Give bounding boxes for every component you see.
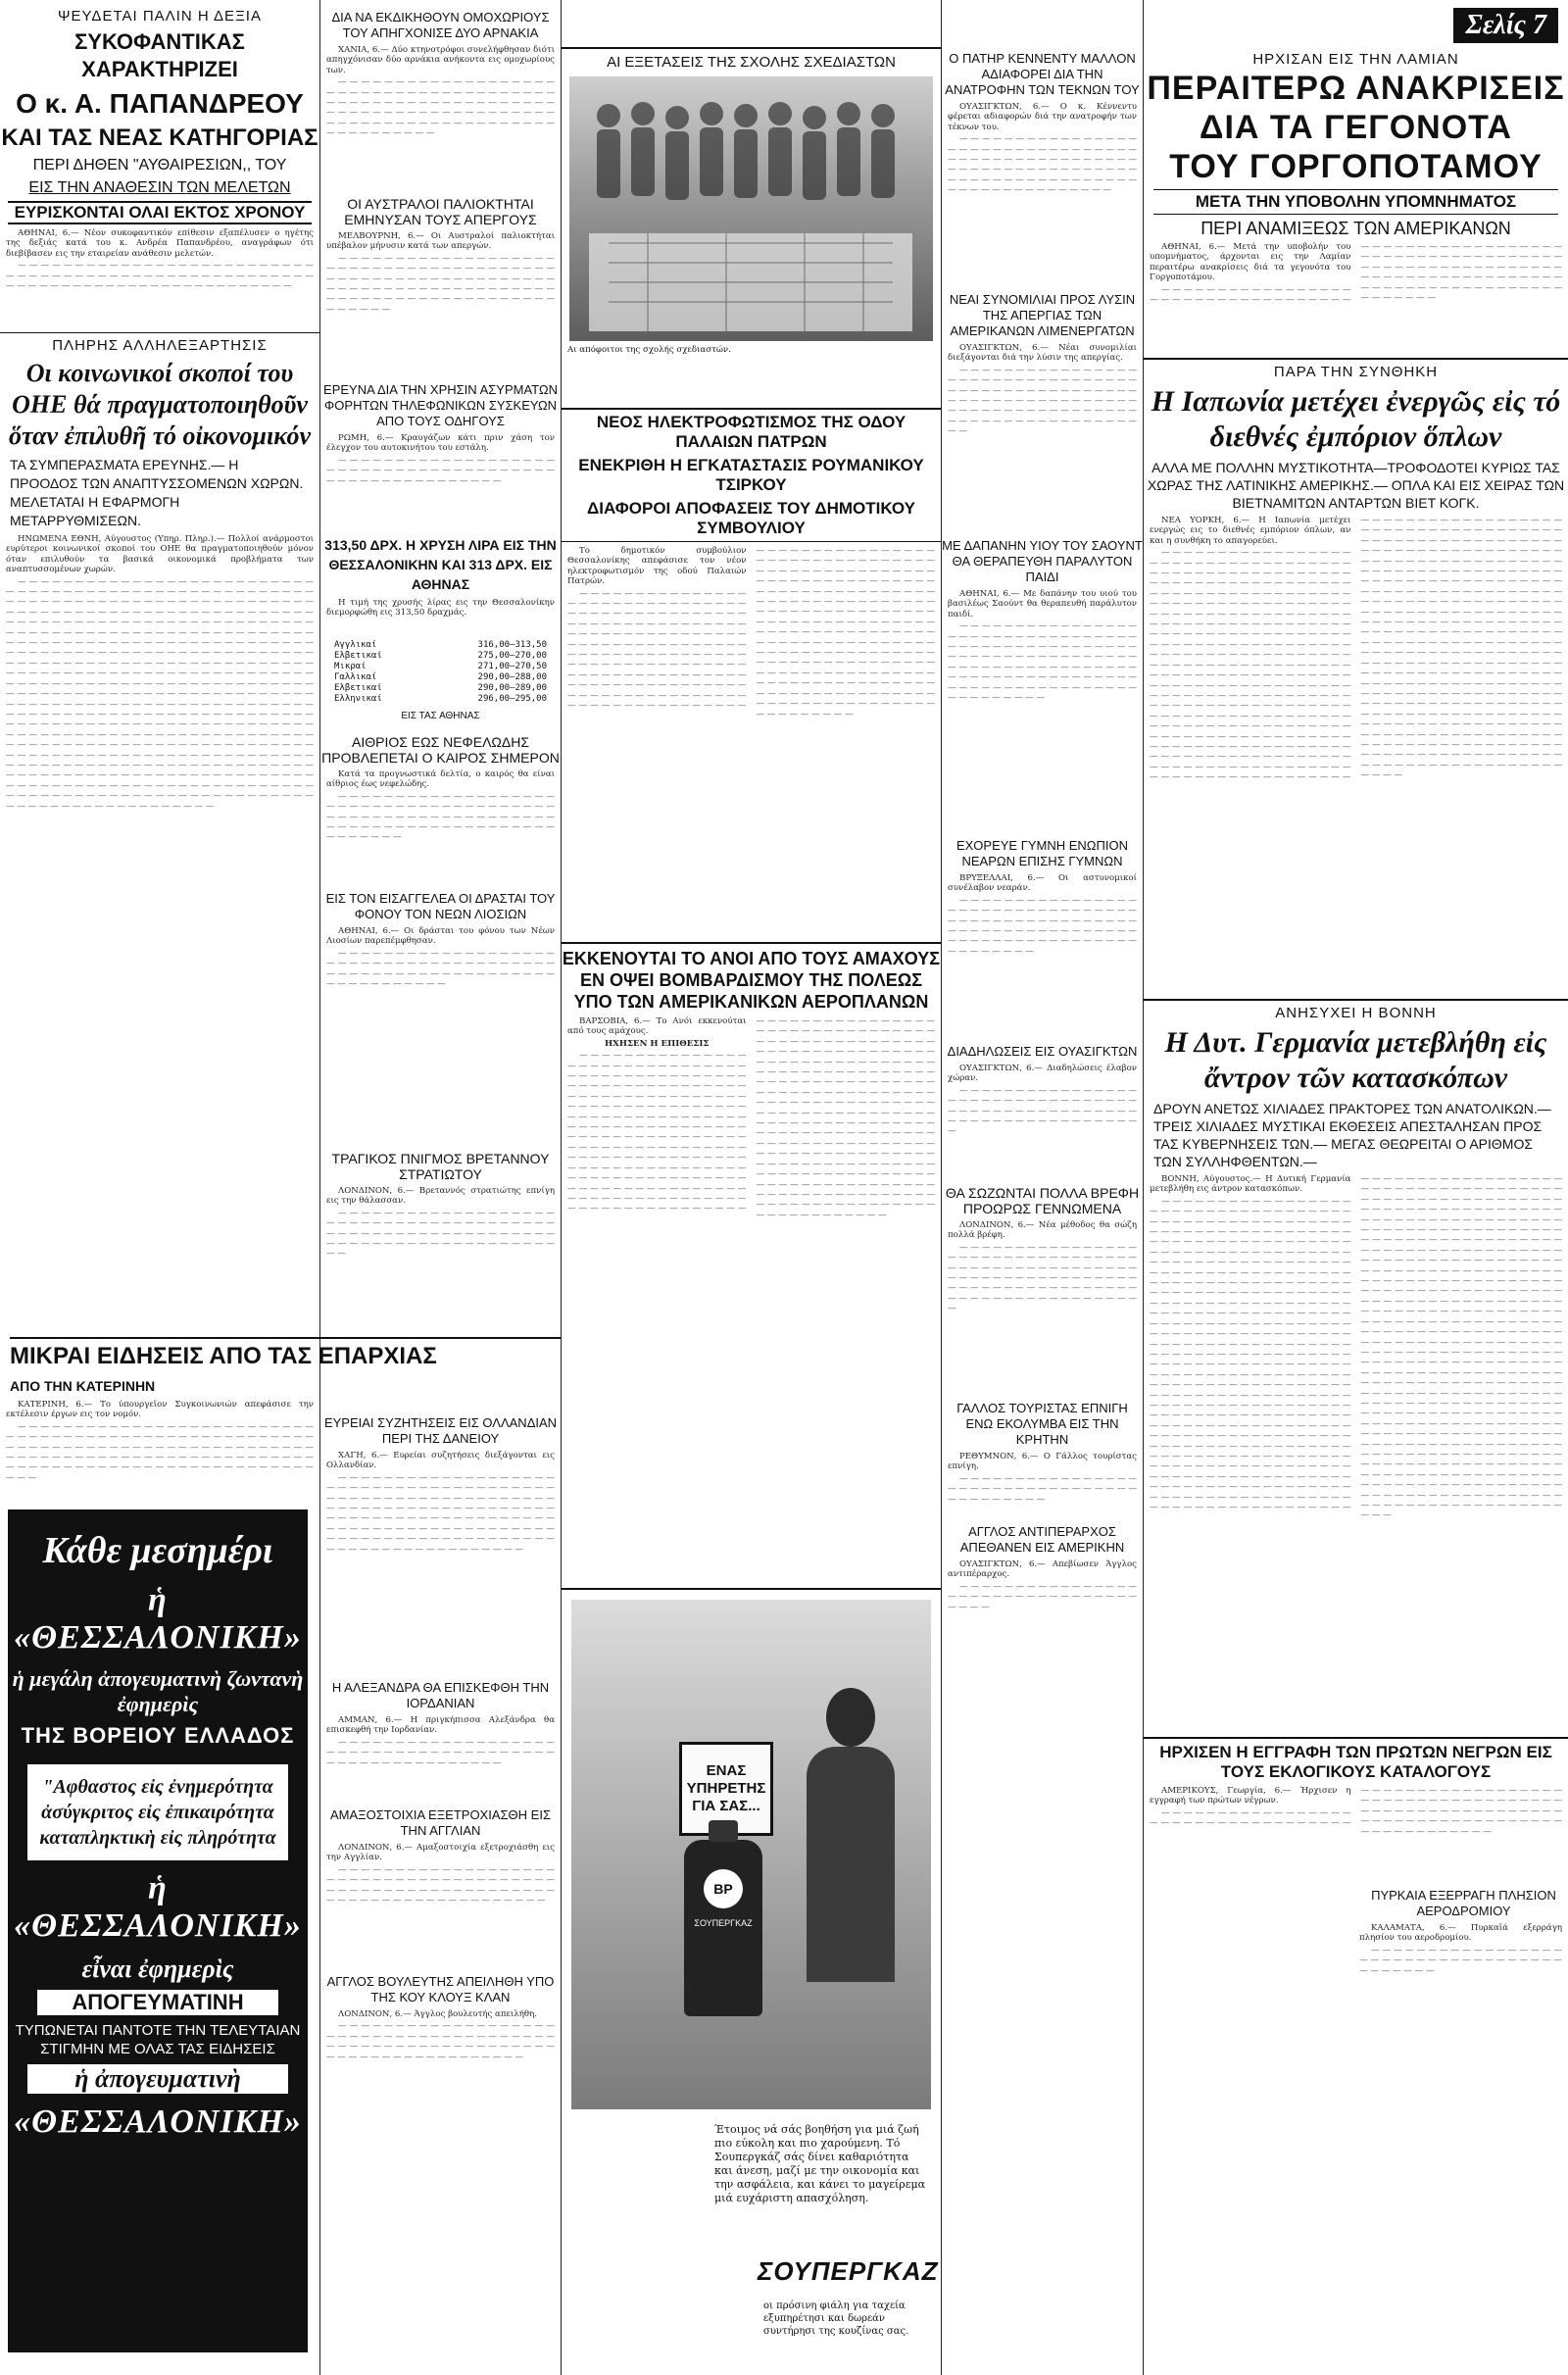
article-body [948,1064,1137,1181]
kicker: ΠΑΡΑ ΤΗΝ ΣΥΝΘΗΚΗ [1144,358,1568,380]
kicker: ΠΥΡΚΑΙΑ ΕΞΕΡΡΑΓΗ ΠΛΗΣΙΟΝ ΑΕΡΟΔΡΟΜΙΟΥ [1371,1888,1556,1918]
newspaper-advertisement [8,1509,308,2352]
subheadline: ΤΑ ΣΥΜΠΕΡΑΣΜΑΤΑ ΕΡΕΥΝΗΣ.— Η ΠΡΟΟΔΟΣ ΤΩΝ ΑΝΑΠΤΥΣΣΟΜΕΝΩΝ ΧΩΡΩΝ. ΜΕΛΕΤΑΤΑΙ Η ΕΦΑΡΜΟΓΗ ΜΕΤΑΡΡΥΘΜΙΣΕΩΝ. [10,457,304,528]
paragraph: — — — — — — — — — — — — — — — — — — — — — — — — — — — — — — — — — — — — — [948,1581,1137,1612]
paragraph: ΧΑΓΗ, 6.— Ευρείαι συζητήσεις διεξάγονται εις Ολλανδίαν. [326,1451,555,1471]
paragraph: ΟΥΑΣΙΓΚΤΩΝ, 6.— Ο κ. Κέννεντυ φέρεται αδιαφορών διά την ανατροφήν των τέκνων του. [948,102,1137,132]
paragraph: ΜΕΛΒΟΥΡΝΗ, 6.— Οι Αυστραλοί παλιοκτήται υπέβαλον μήνυσιν κατά των απεργών. [326,231,555,252]
paragraph: — — — — — — — — — — — — — — — — — — — — — — — — — — — — — — — — — — — — — — — — — — — — — — — — — — — — — — — — — — — — — — — — — — — — — — — — — — — — — — — — — — — — — — — — — — — — — — — — — — — — — — — — — — — — — — — — — — — — — — — — — — — — — — — — — — — — — — — — — [6,1421,314,1483]
paragraph: ΛΟΝΔΙΝΟΝ, 6.— Βρεταννός στρατιώτης επνίγη εις την θάλασσαν. [326,1186,555,1207]
headline: ΤΟΥ ΓΟΡΓΟΠΟΤΑΜΟΥ [1169,148,1543,185]
article-body [6,1400,314,1512]
kicker: ΠΛΗΡΗΣ ΑΛΛΗΛΕΞΑΡΤΗΣΙΣ [0,332,319,354]
rate-value: 275,00—270,00 [477,651,547,661]
column-4 [942,0,1143,1621]
supergaz-advertisement [562,1588,941,2372]
kicker: ΑΜΑΞΟΣΤΟΙΧΙΑ ΕΞΕΤΡΟΧΙΑΣΘΗ ΕΙΣ ΤΗΝ ΑΓΓΛΙΑΝ [330,1807,551,1838]
ad-text: ΤΥΠΩΝΕΤΑΙ ΠΑΝΤΟΤΕ ΤΗΝ ΤΕΛΕΥΤΑΙΑΝ ΣΤΙΓΜΗΝ ΜΕ ΟΛΑΣ ΤΑΣ ΕΙΔΗΣΕΙΣ [15,2022,301,2057]
kicker: ΕΧΟΡΕΥΕ ΓΥΜΝΗ ΕΝΩΠΙΟΝ ΝΕΑΡΩΝ ΕΠΙΣΗΣ ΓΥΜΝΩΝ [956,838,1129,868]
paragraph: — — — — — — — — — — — — — — — — — — — — — — — — — — — — — — — — — — — — — — — — — — — — — — — — — — — — — — — — — — — — — — — — — — — — — — — — — — — — — — — — — — — — — — — — — — — — — — — — — — — — — — — — — — — — — — — — — — — — — — — — — — — — — — — [948,621,1137,704]
kicker: ΜΕ ΔΑΠΑΝΗΝ ΥΙΟΥ ΤΟΥ ΣΑΟΥΝΤ ΘΑ ΘΕΡΑΠΕΥΘΗ ΠΑΡΑΛΥΤΟΝ ΠΑΙΔΙ [942,538,1143,584]
cylinder-valve [709,1820,738,1842]
headline: ΚΑΙ ΤΑΣ ΝΕΑΣ ΚΑΤΗΓΟΡΙΑΣ [1,124,318,151]
article-body [1150,1786,1562,1884]
article-body [1150,242,1562,350]
gold-rates-table [334,640,547,705]
paragraph: ΡΩΜΗ, 6.— Κραυγάζων κάτι πριν χάση τον έλεγχον του αυτοκινήτου του εστάλη. [326,433,555,454]
ad-photo [571,1600,931,2109]
subheadline: ΠΕΡΙ ΔΗΘΕΝ "ΑΥΘΑΙΡΕΣΙΩΝ,, ΤΟΥ [32,157,287,173]
rate-label: Ελβετικαί [334,651,382,661]
article-body [948,1559,1137,1618]
headline: ΝΕΟΣ ΗΛΕΚΤΡΟΦΩΤΙΣΜΟΣ ΤΗΣ ΟΔΟΥ ΠΑΛΑΙΩΝ ΠΑΤΡΩΝ [562,408,941,452]
page-number-badge: Σελίς 7 [1453,8,1558,43]
paragraph: — — — — — — — — — — — — — — — — — — — — — — — — — — — — — — — — — — — — — — — — — — — — — — — — — — — — — — — — — — — — — — — — — — — — — — — — — — — — — — — — — — — — — — — — — — — — — — — — — — — — — — — — — — — — — — — — — — — — — — — — — — — — — — — — — — — — — — — — — — — — — — — — — — — — — — — — — — — — — — — — — — — — — — — — — — — — — — — — — — — — — — — — — — — — — — — — — — — — — — — — — — — — — — — — — — — — — — — — — — — — — — — — — — — — — — — — — — — — — — — — — — — — — — — — — — — — — — — — — — — — — — — — — — — — — — — — — — — — — — — — — — — — — — — — — — — — — — — — — — — — — — — — — — — — — — — — — — — — — — — — — — — — — — — — — — — — — — — — — — — — — — — — — — — — — — — — — — — — — — — — — — — — — — — — — — — — — — — — — — — — — — — — — — — — — — — — — — — — — — — — — — — — — — — — — — — — — — — — — — — — — — — — — — — — — — — — — — — — — — — — — — — — — — — — — — — — — — — — — — — — — — — — — — — — — — — — — — — — — — — — — — — — — — — — — — — — — — — — — — — — — — — — — — — — — — — — — — — — — — — — — — — — — — — — — — — — — — — — — — — — — — — — — — — — — — — — — — — — — — — — — — — — — — — — — — — — — — — — — — — — — — — — — — — — — — — — — — — — — — — — — — — — — — — — — — — — — — — — — — — — — — — — — — — — — — — — — — — — — — — — — — — — — — — — — — — — — — — — — — — — — — — — — — — — — — — — — — — — — — — — — — — — — — — — — — — — — — — — — — — — — — — — — — — — — — — — — — — — — — — — — — — — — — — — — — — — — — — — — — — — — — — — — — — — — — — — — — — — — — — — — — — — — — — — — — — — — — — — — — — — — — — — — — — — — — — — — — — — — — — — — — — — — — — — — — — — — — — — — — — — — — — — — — — — — — — — — — — — — — — — — — — — — — — — — — — — — — — — — — — — — — — — — — — [1150,516,1562,783]
rate-value: 290,00—289,00 [477,683,547,693]
paragraph: — — — — — — — — — — — — — — — — — — — — — — — — — — — — — — — — — — — — — — — — — — — — — — — — — — — — — — — — — — — — — — — — — — — — — — — — — — — — — — — — — — — — — — — — — — — — — — — — — — — — — — — — — [326,253,555,315]
kicker: ΓΑΛΛΟΣ ΤΟΥΡΙΣΤΑΣ ΕΠΝΙΓΗ ΕΝΩ ΕΚΟΛΥΜΒΑ ΕΙΣ ΤΗΝ ΚΡΗΤΗΝ [956,1401,1128,1447]
body [807,1747,895,1982]
paragraph: ΚΑΛΑΜΑΤΑ, 6.— Πυρκαϊά εξερράγη πλησίον του αεροδρομίου. [1359,1923,1562,1944]
article-body [1150,516,1562,991]
headline: Ο κ. Α. ΠΑΠΑΝΔΡΕΟΥ [16,88,304,119]
rate-label: Ελβετικαί [334,683,382,693]
subheadline: ΜΕΤΑ ΤΗΝ ΥΠΟΒΟΛΗΝ ΥΠΟΜΝΗΜΑΤΟΣ [1153,189,1558,215]
article-body [326,45,555,192]
subheadline: ΕΙΣ ΤΗΝ ΑΝΑΘΕΣΙΝ ΤΩΝ ΜΕΛΕΤΩΝ [28,179,291,196]
article-body [948,873,1137,1040]
subheadline: ΑΛΛΑ ΜΕ ΠΟΛΛΗΝ ΜΥΣΤΙΚΟΤΗΤΑ—ΤΡΟΦΟΔΟΤΕΙ ΚΥΡΙΩΣ ΤΑΣ ΧΩΡΑΣ ΤΗΣ ΛΑΤΙΝΙΚΗΣ ΑΜΕΡΙΚΗΣ.— ΟΠΛΑ ΚΑΙ ΕΙΣ ΧΕΙΡΑΣ ΤΩΝ ΒΙΕΤΝΑΜΙΤΩΝ ΑΝΤΑΡΤΩΝ ΒΙΕΤ ΚΟΓΚ. [1147,460,1565,511]
article-body [567,1016,935,1477]
paragraph: Κατά τα προγνωστικά δελτία, ο καιρός θα είναι αίθριος έως νεφελώδης. [326,769,555,790]
paragraph: ΗΧΗΣΕΝ Η ΕΠΙΘΕΣΙΣ [605,1038,710,1049]
rate-row [334,672,547,683]
kicker: Ο ΠΑΤΗΡ ΚΕΝΝΕΝΤΥ ΜΑΛΛΟΝ ΑΔΙΑΦΟΡΕΙ ΔΙΑ ΤΗΝ ΑΝΑΤΡΟΦΗΝ ΤΩΝ ΤΕΚΝΩΝ ΤΟΥ [945,51,1140,97]
paragraph: ΑΜΕΡΙΚΟΥΣ, Γεωργία, 6.— Ήρχισεν η εγγραφή των πρώτων νέγρων. [1150,1786,1351,1806]
paragraph: — — — — — — — — — — — — — — — — — — — — — — — — — — — — — — — — — — — — — — — — — — — — — — — — — — — — — — — — — — — — — — — — — — — — — — — — — — — — — — — — — — — — — — — — — — — — — — — — — — — — — — — — — — — — — [326,77,555,139]
paragraph: — — — — — — — — — — — — — — — — — — — — — — — — — — — — — — — — — — — — — — — — — — — — — — — — — — — — — — — — — — — — — — — — — — — — — — — — — — — — — — — — — — — — — — — — — — — — — — — — — — — [948,134,1137,196]
ad-sign-text: ΕΝΑΣ ΥΠΗΡΕΤΗΣ ΓΙΑ ΣΑΣ... [686,1762,766,1814]
article-body [567,546,935,938]
headline: Η Ιαπωνία μετέχει ἐνεργῶς εἰς τό διεθνές ἐμπόριον ὅπλων [1151,385,1561,453]
kicker: ΑΝΗΣΥΧΕΙ Η ΒΟΝΝΗ [1144,999,1568,1021]
rate-row [334,694,547,705]
article-body [326,926,555,1034]
rate-label: Ελληνικαί [334,694,382,704]
paragraph: — — — — — — — — — — — — — — — — — — — — — — — — — — — — — — — — — — — — — — — — — — — — — — — — — — — — — — — — — — — — — — — — — — — — — — — — — — — — — [326,2021,555,2062]
headline: ΔΙΑΦΟΡΟΙ ΑΠΟΦΑΣΕΙΣ ΤΟΥ ΔΗΜΟΤΙΚΟΥ ΣΥΜΒΟΥΛΙΟΥ [562,499,941,542]
rate-row [334,651,547,662]
kicker: ΟΙ ΑΥΣΤΡΑΛΟΙ ΠΑΛΙΟΚΤΗΤΑΙ ΕΜΗΝΥΣΑΝ ΤΟΥΣ ΑΠΕΡΓΟΥΣ [344,196,537,227]
paragraph: ΟΥΑΣΙΓΚΤΩΝ, 6.— Νέαι συνομιλίαι διεξάγονται διά την λύσιν της απεργίας. [948,343,1137,364]
paragraph: ΗΝΩΜΕΝΑ ΕΘΝΗ, Αύγουστος (Υπηρ. Πληρ.).— Πολλοί ανάρμοστοι ευρύτεροι κοινωνικοί σκοποί του ΟΗΕ θα πραγματοποιηθούν μόνον όταν επιλυθούν τα βασικά οικονομικά προβλήματα των αναπτυσσομένων χωρών. [6,534,314,575]
paragraph: ΟΥΑΣΙΓΚΤΩΝ, 6.— Διαδηλώσεις έλαβον χώραν. [948,1064,1137,1084]
paragraph: — — — — — — — — — — — — — — — — — — — — — — — — — — — — — — — — — — — — — — — — — — — — — — — — — — — — — — — — — — — — — — — — — — — — — — [326,948,555,990]
paragraph: — — — — — — — — — — — — — — — — — — — — — — — — — — — — — — — — — — — — — — — — — — — — — — — — — — — — — — — — — — — — — — — — — — — — — — — — — — — — — — — — — — — — — — — — — — — — — — — — — — — — — — — — — — — — — — — — — — — — — — — — — — — — — — — — — — — — — — — — — — — — — — — — — — — — — — — — — — — — — — — — — — — — — — — — — — — — — — — — — — — — — — — — — — — — — — — — — — — — — — — — — — — — — — — — — — — — — — — — — — — — — — — — — — — — — — — — — — — — — — — — — — — — — — — — — — — — — — — — — — — — — — — — — — — — — — — — — — — — — — — — — — — — — — — — — — — — — — — — — — — — — — — — — — — — — — — — — — — — — — — — — — — — — — — — — — — — — — — — — — — — — — — — — — — — — — — — — — — — — — — — — — — — — — — — — — — — — — — — — — — — — — — — — — — — — — — — — — — — — — — — — — — — — — — — — — — — — — — — — — — — — — — — — — — — — — — — — — — — — — — — — — — — — — — — — — — — — — — — — — — — — — — — — — — — — — — — — — — — — — — — — — — — — — — — — — — — — — — — — — — — — — — — — — — — — — — — — — — — — — — — — — — — — — — — — — — — — — — — — — — — — — — — — — — — — — — — — — — — — — — — — — — — — — — — — — — — — — — — — — — — — — — — — — — — — — — — — — — — — — — — — — — — — — — — — — — — [6,576,314,812]
article-body [1150,1174,1562,1733]
paragraph: — — — — — — — — — — — — — — — — — — — — — — — — — — — — — — — — — — — — — — — — — — [1359,1945,1562,1976]
article-body [6,534,314,1220]
kicker: ΕΡΕΥΝΑ ΔΙΑ ΤΗΝ ΧΡΗΣΙΝ ΑΣΥΡΜΑΤΩΝ ΦΟΡΗΤΩΝ ΤΗΛΕΦΩΝΙΚΩΝ ΣΥΣΚΕΥΩΝ ΑΠΟ ΤΟΥΣ ΟΔΗΓΟΥΣ [323,382,558,428]
provinces-body [0,1372,319,1515]
subheadline: ΑΠΟ ΤΗΝ ΚΑΤΕΡΙΝΗΝ [10,1378,156,1394]
kicker: ΔΙΑΔΗΛΩΣΕΙΣ ΕΙΣ ΟΥΑΣΙΓΚΤΩΝ [947,1044,1138,1059]
group-photo-illustration [569,76,933,341]
kicker: ΘΑ ΣΩΖΩΝΤΑΙ ΠΟΛΛΑ ΒΡΕΦΗ ΠΡΟΩΡΩΣ ΓΕΝΝΩΜΕΝΑ [945,1185,1140,1216]
paragraph: — — — — — — — — — — — — — — — — — — — — — — — — — — — — — — — — — — — — — — — — — — — — — — — — — — — — — — — — — — — — — — — — — — — — — — — — — — — — — — — — — — — — — — — — — — — — — — — — — — — — — — — — — — — — — — — — — — — — — — — — — — — — — — — — — — — — [1150,242,1562,306]
kicker: ΕΥΡΕΙΑΙ ΣΥΖΗΤΗΣΕΙΣ ΕΙΣ ΟΛΛΑΝΔΙΑΝ ΠΕΡΙ ΤΗΣ ΔΑΝΕΙΟΥ [323,1415,558,1446]
kicker: 313,50 ΔΡΧ. Η ΧΡΥΣΗ ΛΙΡΑ ΕΙΣ ΤΗΝ ΘΕΣΣΑΛΟΝΙΚΗΝ ΚΑΙ 313 ΔΡΧ. ΕΙΣ ΑΘΗΝΑΣ [324,537,557,592]
paragraph: — — — — — — — — — — — — — — — — — — — — — — — — — — — — — — — — — — — — — — — — — — — — — — — — — — — — — — — — — — — — — — — — — — — — — — — — — — — — — — — — — — — — — — — — — — — — — — — — — — — — — — — — — — — — — — — — — — — — — — — [1150,1786,1562,1837]
ad-text: Κάθε μεσημέρι [42,1530,273,1571]
paragraph: ΒΟΝΝΗ, Αύγουστος.— Η Δυτική Γερμανία μετεβλήθη εις άντρον κατασκόπων. [1150,1174,1351,1195]
ad-text: "Αφθαστος εἰς ἐνημερότητα ἀσύγκριτος εἰς ἐπικαιρότητα καταπληκτικὴ εἰς πληρότητα [27,1764,288,1860]
photo-caption: Αι απόφοιτοι της σχολής σχεδιαστών. [567,345,731,355]
paragraph: ΑΘΗΝΑΙ, 6.— Οι δράσται του φόνου των Νέων Λιοσίων παρεπέμφθησαν. [326,926,555,947]
paragraph: Το δημοτικόν συμβούλιον Θεσσαλονίκης απεφάσισε τον νέον ηλεκτροφωτισμόν της οδού Παλαιών Πατρών. [567,546,747,587]
ad-text: ἡ «ΘΕΣΣΑΛΟΝΙΚΗ» [14,1870,302,1944]
woman-figure [802,1688,900,1982]
kicker: ΑΙ ΕΞΕΤΑΣΕΙΣ ΤΗΣ ΣΧΟΛΗΣ ΣΧΕΔΙΑΣΤΩΝ [562,47,941,73]
kicker: ΑΙΘΡΙΟΣ ΕΩΣ ΝΕΦΕΛΩΔΗΣ ΠΡΟΒΛΕΠΕΤΑΙ Ο ΚΑΙΡΟΣ ΣΗΜΕΡΟΝ [321,734,560,766]
ad-text: ἡ «ΘΕΣΣΑΛΟΝΙΚΗ» [14,1582,302,1656]
paragraph: — — — — — — — — — — — — — — — — — — — — — — — — — — — — — — — — — — — — — — — — — — — — — — — — — — — — — — — — — — — — — — — — — — — — — — — — — — — — — — — — — [326,1208,555,1260]
column-2 [320,0,561,1037]
headline: Οι κοινωνικοί σκοποί του ΟΗΕ θά πραγματοποιηθοῦν ὅταν ἐπιλυθῆ τό οἰκονομικόν [8,359,312,450]
headline: ΕΚΚΕΝΟΥΤΑΙ ΤΟ ΑΝΟΙ ΑΠΟ ΤΟΥΣ ΑΜΑΧΟΥΣ ΕΝ ΟΨΕΙ ΒΟΜΒΑΡΔΙΣΜΟΥ ΤΗΣ ΠΟΛΕΩΣ ΥΠΟ ΤΩΝ ΑΜΕΡΙΚΑΝΙΚΩΝ ΑΕΡΟΠΛΑΝΩΝ [562,942,941,1013]
paragraph: — — — — — — — — — — — — — — — — — — — — — — — — — — — — — — — — — — — — — — — — — — — — — — — — — — — — — — — — — — — — — — — — — — — — — — — — — — — — — — — [6,261,314,292]
cylinder-label: ΣΟΥΠΕΡΓΚΑΖ [694,1918,753,1928]
kicker: ΗΡΧΙΣΑΝ ΕΙΣ ΤΗΝ ΛΑΜΙΑΝ [1252,51,1459,68]
paragraph: ΒΡΥΞΕΛΛΑΙ, 6.— Οι αστυνομικοί συνέλαβον νεαράν. [948,873,1137,894]
article-body [326,1843,555,1970]
headline: ΕΝΕΚΡΙΘΗ Η ΕΓΚΑΤΑΣΤΑΣΙΣ ΡΟΥΜΑΝΙΚΟΥ ΤΣΙΡΚΟΥ [578,456,924,494]
bp-logo-icon: BP [704,1869,743,1908]
masthead-row [1144,8,1558,43]
paragraph: — — — — — — — — — — — — — — — — — — — — — — — — — — — — — — — — — — — — — — — — — — — — — — — — — — — — — — — — — — — — — — — — — — — — — — — — — — — — — — — — — — — — — — — — — — — — — — — — — — — — — — — — — — — — — — — — — — — — — — — — — — — — — — — — — — — — — — — — — — — — — — — — — — — — — — — — — — — — — — — — — — — — — — — — — — — — — — — — — — — — — — — — — — — — — — — — — — — — — — — — — — — — — — — — — — — — — — — — — — — — — — — — — — — — — — — — — — — — — — — — — — — — — — — — — — — — — — — — — — — — — — — — — — — — — — — — — — — — — — — — — — — — — — — — — — — — — — — — — — — — — — — — — — — — — — — — — — — — — — — — — — — — — — — — — — — — — — — — — — — — — — — — — — — — — — — — — — — — — — — — — — — — — — — — — — — — — — — — — — — — — — — — — — — — — — — — — — — — — — — — — — — — — — — — — — — — — — — — — — — — — — — — — — — — — — — — — — — — — — — — — — — — — — — — — — — — — — — — — — — — — — — — — — — — — — — — — — — — — — — — — — — — — — — — — — — — — — — — — — — — — — — — — — — — — — — — — — — — — — — — — — — — — — — — — — — — — — — — — — — — — — — — — — — — — — — — — — — — — — — — — — — — — — — — — — — — — — — — — — — — — — — — — — — — — — — — — — — — — — — — — — — — — — — — — — — — — — — — — — — — — — — — — — — — — — — — — — — — — — — — — — — — — — — — — — — — — — — — — — — — — — — — — — — — — — — — — — — — — — — — — — — — — — — — — — — — — — — — — — — — — — — — — — — — — — — — — — — — — — — — — — — — — — — — — — — — — — — — — — — — — — — — — — — — — — — — — — — — — — — — — — — — — — — — — — — — — — — — — — — — — — — — — — — — — — — — — — — — — — — — — — — — — — — — — — — — — — — — — — — — — — — — — — — — — — — — — — — — — — — — — — — — — — — — — — — — — — — — — — — — — — — — — — — — — — — — — — — — — — — — — — — — — — — — — — — — — — — — — — — — — — — — — — — — — — — — — — — — — — — — — — — — — — — — — — — — — — — — — — — — — — — — — — — — — — — — — — — — — — — — — — — — — — — — — — — — — — — — — — — — — — — — — — — — — — — — — — — — — — — — — — — — — — — — — — — — — — — — — — — — — — — — — — — — — — — — — — — — — — — — — — — — — — — — — — — — — — — — — — — — — — — — — — — — — — — — — — — — — — — — — — — — — — — — — — — — — — — — — — — — — — — — — — — — — — — — — — — — — — — — — — — — — — — — — — — — — — — — — — — — — — — — — — — — — — — — — — [1150,1174,1562,1521]
headline: ΗΡΧΙΣΕΝ Η ΕΓΓΡΑΦΗ ΤΩΝ ΠΡΩΤΩΝ ΝΕΓΡΩΝ ΕΙΣ ΤΟΥΣ ΕΚΛΟΓΙΚΟΥΣ ΚΑΤΑΛΟΓΟΥΣ [1144,1737,1568,1782]
paragraph: ΧΑΝΙΑ, 6.— Δύο κτηνοτρόφοι συνελήφθησαν διότι απηγχόνισαν δύο αρνάκια ανήκοντα εις ομοχωρίους των. [326,45,555,75]
rate-label: Αγγλικαί [334,640,377,650]
article-body [1359,1923,1562,1982]
paragraph: — — — — — — — — — — — — — — — — — — — — — — — — — — — — — — — — — — — — — — — — — — — — — — — — — — — — — — — — — — — — — — — — — — — — — — — — — — — — — — — — — — — — — — — — — — — — — — — — — — — — — — [948,1242,1137,1314]
kicker: Η ΑΛΕΞΑΝΔΡΑ ΘΑ ΕΠΙΣΚΕΦΘΗ ΤΗΝ ΙΟΡΔΑΝΙΑΝ [331,1680,550,1710]
paragraph: ΑΘΗΝΑΙ, 6.— Μετά την υποβολήν του υπομνήματος, άρχονται εις την Λαμίαν περαιτέρω ανακρίσεις διά τα γεγονότα του Γοργοποτάμου. [1150,242,1351,283]
rate-value: 296,00—295,00 [477,694,547,704]
rate-row [334,662,547,672]
headline: ΠΕΡΑΙΤΕΡΩ ΑΝΑΚΡΙΣΕΙΣ [1147,70,1565,107]
article-body [948,589,1137,834]
ad-text: ΤΗΣ ΒΟΡΕΙΟΥ ΕΛΛΑΔΟΣ [21,1723,295,1748]
rate-label: Γαλλικαί [334,672,377,682]
article-body [326,2009,555,2127]
paragraph: — — — — — — — — — — — — — — — — — — — — — — — — — — — — — — — — — — — — — — — — — — — — — — — — — — — — — — — [326,1737,555,1768]
paragraph: — — — — — — — — — — — — — — — — — — — — — — — — — — — — — — — — — — — — — — — — — — — — — — — — — — — — — — — [326,455,555,486]
rate-value: 316,00—313,50 [477,640,547,650]
paragraph: — — — — — — — — — — — — — — — — — — — — — — — — — — — — — — — — — — — — — — — — — — — — — — — — — — — — — — — — — — — — — — — — — — — — — — — — — — — — — — — — — — — — — — — — — — — — — — — — — — — — — — — [948,365,1137,437]
paragraph: — — — — — — — — — — — — — — — — — — — — — — — — — — — — — — — — — — — — — — — — — — — — — — — — — — — — — — — — — — — — — — — — — — — — — — — — — — — — — — — — — — — — — — — — — — — — — — — — — — — — — — — — — — — — — — — — — — — — — — — — — — — — — — — — — — — — — — — — — — — — — — — — — — — — — — — — — — — — — — — — — — — — — — — — — — — — — — — — — — — — — — — — — — — — — — — — — — — — — — — — — — — — — — — — — — — — — — — — — — — — — — — — — — — — — — — — — — — — — — — — — — — — — — — — — — — — — — — — — — — — — — — — — — — — — — — — — — — — — — — — — — — — — — — — — — — — — — — — — — — — — — — — — — — — — — — — — — — — — — — — — — — — — — — — — — — — — — — — — — — — — — — — — — — — — — — — — — — — — — — — — — — — — — — — — — — — — — — — — — — — — — — — — — — — — — — — — — — — — — — — — — — — — — — — — — — — — — — — — — — — — — — — — — — — — — — — — — — — — — — — — — — — — — — — — — — — — — — — — — — — — — — — — — — — — — — — — — — — — — — — — — — — — — — — — — — — — — — — — — — — — — — — — — — — — — — — — — — — — — — — — — — — — — — — — — — — — — — — — — — — — — — — — — — — — — — — — — — — — — — — — — — — — — — — — — — [567,1016,935,1220]
article-body [326,1186,555,1313]
headline: ΣΥΚΟΦΑΝΤΙΚΑΣ ΧΑΡΑΚΤΗΡΙΖΕΙ [74,29,245,81]
paragraph: — — — — — — — — — — — — — — — — — — — — — — — — — — — — — — — — — — — — — — — — — — — — — — — — — — — — — — — — — — — — — — — — — — — — [948,1085,1137,1137]
subheadline: ΔΡΟΥΝ ΑΝΕΤΩΣ ΧΙΛΙΑΔΕΣ ΠΡΑΚΤΟΡΕΣ ΤΩΝ ΑΝΑΤΟΛΙΚΩΝ.— ΤΡΕΙΣ ΧΙΛΙΑΔΕΣ ΜΥΣΤΙΚΑΙ ΕΚΘΕΣΕΙΣ ΑΠΕΣΤΑΛΗΣΑΝ ΠΡΟΣ ΤΑΣ ΚΥΒΕΡΝΗΣΕΙΣ ΤΩΝ.— ΜΕΓΑΣ ΘΕΩΡΕΙΤΑΙ Ο ΑΡΙΘΜΟΣ ΤΩΝ ΣΥΛΛΗΦΘΕΝΤΩΝ.— [1153,1101,1551,1169]
gas-cylinder-icon [684,1840,762,2016]
news-photo [569,76,933,341]
article-body [948,1452,1137,1520]
kicker: ΕΙΣ ΤΟΝ ΕΙΣΑΓΓΕΛΕΑ ΟΙ ΔΡΑΣΤΑΙ ΤΟΥ ΦΟΝΟΥ ΤΟΝ ΝΕΩΝ ΛΙΟΣΙΩΝ [325,891,556,921]
article-body [326,1715,555,1804]
ad-text: εἶναι ἐφημερὶς [81,1954,234,1983]
headline: ΔΙΑ ΤΑ ΓΕΓΟΝΟΤΑ [1200,109,1512,146]
column-5 [1144,0,1568,1985]
ad-caption: Έτοιμος νά σάς βοηθήση για μιά ζωή πιο εύκολη και πιο χαρούμενη. Τό Σουπεργκάζ σάς δίνει καθαριότητα και άνεση, μαζί με την οικονομία και την ασφάλεια, και κάνει το μαγείρεμα μιά ευχάριστη απασχόληση. [714,2123,926,2204]
kicker: ΔΙΑ ΝΑ ΕΚΔΙΚΗΘΟΥΝ ΟΜΟΧΩΡΙΟΥΣ ΤΟΥ ΑΠΗΓΧΟΝΙΣΕ ΔΥΟ ΑΡΝΑΚΙΑ [331,10,550,40]
subheadline: ΠΕΡΙ ΑΝΑΜΙΞΕΩΣ ΤΩΝ ΑΜΕΡΙΚΑΝΩΝ [1200,219,1511,238]
article-body [326,1451,555,1676]
subheadline: ΕΥΡΙΣΚΟΝΤΑΙ ΟΛΑΙ ΕΚΤΟΣ ΧΡΟΝΟΥ [8,201,312,224]
kicker: ΝΕΑΙ ΣΥΝΟΜΙΛΙΑΙ ΠΡΟΣ ΛΥΣΙΝ ΤΗΣ ΑΠΕΡΓΙΑΣ ΤΩΝ ΑΜΕΡΙΚΑΝΩΝ ΛΙΜΕΝΕΡΓΑΤΩΝ [949,292,1136,338]
article-body [948,343,1137,534]
article-body [326,231,555,378]
article-body [948,1220,1137,1397]
paragraph: ΝΕΑ ΥΟΡΚΗ, 6.— Η Ιαπωνία μετέχει ενεργώς εις το διεθνές εμπόριον όπλων, αν και η συνθήκη το απαγορεύει. [1150,516,1351,546]
ad-text: «ΘΕΣΣΑΛΟΝΙΚΗ» [14,2103,302,2140]
column-2-bottom [320,1411,561,2130]
article-body [948,102,1137,288]
kicker: ΑΓΓΛΟΣ ΒΟΥΛΕΥΤΗΣ ΑΠΕΙΛΗΘΗ ΥΠΟ ΤΗΣ ΚΟΥ ΚΛΟΥΞ ΚΛΑΝ [326,1974,555,2004]
article-body [326,598,555,637]
paragraph: — — — — — — — — — — — — — — — — — — — — — — — — — — — — — — — — — — — — — — — — — — — — — — — — — — — — — — — — — — — — — — — — — — — — — — — — — — — — — — — — — — — — — — [326,791,555,843]
article-body [326,769,555,887]
ad-text: ΑΠΟΓΕΥΜΑΤΙΝΗ [37,1990,278,2015]
kicker: ΕΙΣ ΤΑΣ ΑΘΗΝΑΣ [401,711,480,721]
column-1 [0,0,319,1223]
paragraph: — — — — — — — — — — — — — — — — — — — — — — — — — — — — — — — — — — — — — — — — — — — — — — — — — — — — — — — — — — — — — — — — — — — — — — — — — — — — — — — — — — — — — — — — — — — — — — — — — — — — — — — — — — — — — — — — — — — — — — — — — — — — — — — — — — — — — — — — — — — — — — — — — — — — — — — — — — — — — [326,1472,555,1555]
paragraph: ΒΑΡΣΟΒΙΑ, 6.— Το Ανόι εκκενούται από τους αμάχους. [567,1016,747,1037]
article-body [326,433,555,531]
rate-row [334,640,547,651]
headline: ΜΙΚΡΑΙ ΕΙΔΗΣΕΙΣ ΑΠΟ ΤΑΣ ΕΠΑΡΧΙΑΣ [10,1337,561,1370]
kicker: ΑΓΓΛΟΣ ΑΝΤΙΠΕΡΑΡΧΟΣ ΑΠΕΘΑΝΕΝ ΕΙΣ ΑΜΕΡΙΚΗΝ [959,1524,1125,1555]
provinces-section [0,1333,561,1374]
rate-value: 290,00—288,00 [477,672,547,682]
paragraph: ΑΜΜΑΝ, 6.— Η πριγκήπισσα Αλεξάνδρα θα επισκεφθή την Ιορδανίαν. [326,1715,555,1736]
paragraph: ΛΟΝΔΙΝΟΝ, 6.— Άγγλος βουλευτής απειλήθη. [338,2009,537,2019]
paragraph: ΚΑΤΕΡΙΝΗ, 6.— Το ύπουργεΐον Συγκοινωνιών απεφάσισε την εκτέλεσιν έργων εις τον νομόν. [6,1400,314,1420]
paragraph: ΑΘΗΝΑΙ, 6.— Με δαπάνην του υιού του βασιλέως Σαούντ θα θεραπευθή παράλυτον παιδί. [948,589,1137,619]
paragraph: — — — — — — — — — — — — — — — — — — — — — — — — — — — — — — — — — — — — — — — — — — — — — — — — — — — — — — — — — — — — — — — — — — — — — — — — — — — — — — — [326,1864,555,1906]
headline: Η Δυτ. Γερμανία μετεβλήθη εἰς ἄντρον τῶν κατασκόπων [1164,1026,1547,1094]
paragraph: ΛΟΝΔΙΝΟΝ, 6.— Νέα μέθοδος θα σώζη πολλά βρέφη. [948,1220,1137,1241]
column-2-lower [320,1147,561,1316]
paragraph: ΟΥΑΣΙΓΚΤΩΝ, 6.— Απεβίωσεν Άγγλος αντιπέραρχος. [948,1559,1137,1580]
kicker: ΨΕΥΔΕΤΑΙ ΠΑΛΙΝ Η ΔΕΞΙΑ [58,8,262,25]
article-body [6,228,314,324]
head [826,1688,875,1747]
ad-text: ἡ ἀπογευματινὴ [27,2064,288,2094]
rate-label: Μικραί [334,662,367,671]
ad-caption: οι πρόσινη φιάλη για ταχεία εξυπηρέτησι και δωρεάν συντήρησι της κουζίνας σας. [763,2301,909,2337]
rate-value: 271,00—270,50 [477,662,547,671]
paragraph: — — — — — — — — — — — — — — — — — — — — — — — — — — — — — — — — — — — — — — — — — — — — — — — — — — — — — — — — — — — — — — — — — — — — — — — — — — — — — — — — — — — — — — — — — — — — [948,895,1137,957]
paragraph: — — — — — — — — — — — — — — — — — — — — — — — — — — — — — — — — — — — — — — — — — — [948,1473,1137,1505]
column-3 [562,0,941,1480]
ad-logo: ΣΟΥΠΕΡΓΚΑΖ [758,2256,939,2286]
ad-text: ἡ μεγάλη ἀπογευματινὴ ζωντανὴ ἐφημερὶς [12,1666,304,1716]
paragraph: — — — — — — — — — — — — — — — — — — — — — — — — — — — — — — — — — — — — — — — — — — — — — — — — — — — — — — — — — — — — — — — — — — — — — — — — — — — — — — — — — — — — — — — — — — — — — — — — — — — — — — — — — — — — — — — — — — — — — — — — — — — — — — — — — — — — — — — — — — — — — — — — — — — — — — — — — — — — — — — — — — — — — — — — — — — — — — — — — — — — — — — — — — — — — — — — — — — — — — — — — — — — — — — — — — — — — — — — — — — — — — — — — — — — — — — — — — — — — — — — — — — — — — — — — — — — — — — — — — — — — — — — — — — — — — — — — — — — — — — — — — — — — — — — — — — — — — — — — — — — — — — — — — — — — — — — — — — — — — — — — — — — — — — — — — — — — — — — — — — — — — — — — — — — — — — — — — — — — — — — — — — — — — — — — — — — — — — — — — — — — — — — — — — — — — — — — — — — — — — — — — — — — — — — — — — — — — — — — — — — — — — — — — — — — — — — — — — — — — — — — — — — — — — — — — — — — — — — [567,546,935,719]
paragraph: ΑΘΗΝΑΙ, 6.— Νέον συκοφαντικόν επίθεσιν εξαπέλυσεν ο ηγέτης της δεξιάς κατά του κ. Ανδρέα Παπανδρέου, αναγράφων ότι διεβίβασεν εις την εταιρείαν ανάθεσιν μελετών. [6,228,314,259]
paragraph: Η τιμή της χρυσής λίρας εις την Θεσσαλονίκην διεμορφώθη εις 313,50 δραχμάς. [326,598,555,618]
kicker: ΤΡΑΓΙΚΟΣ ΠΝΙΓΜΟΣ ΒΡΕΤΑΝΝΟΥ ΣΤΡΑΤΙΩΤΟΥ [331,1151,550,1182]
paragraph: ΡΕΘΥΜΝΟΝ, 6.— Ο Γάλλος τουρίστας επνίγη. [948,1452,1137,1472]
rate-row [334,683,547,694]
paragraph: ΛΟΝΔΙΝΟΝ, 6.— Αμαξοστοιχία εξετροχιάσθη εις την Αγγλίαν. [326,1843,555,1863]
